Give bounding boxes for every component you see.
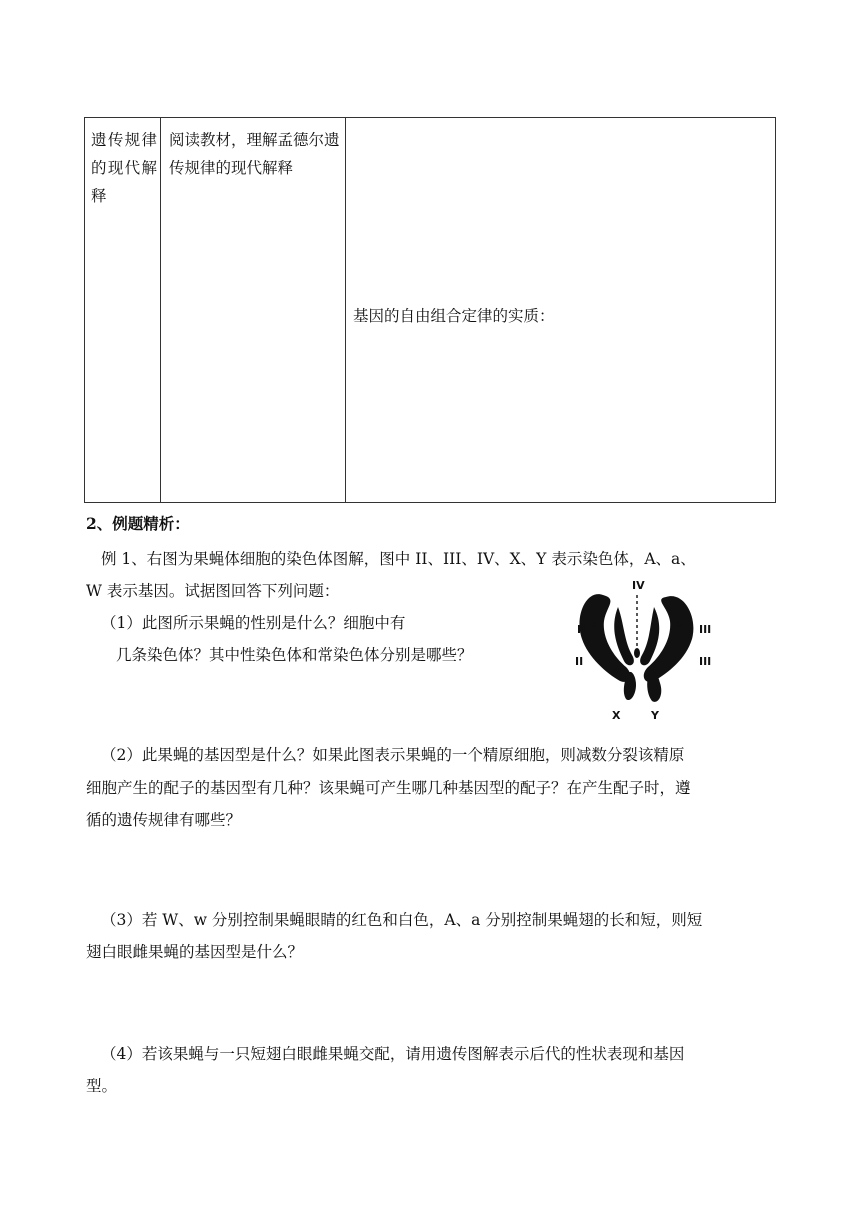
question-3-line1: （3）若 W、w 分别控制果蝇眼睛的红色和白色，A、a 分别控制果蝇翅的长和短，则短 — [101, 911, 703, 929]
chromosome-IV-dot — [634, 648, 640, 658]
section-heading: 2、例题精析： — [86, 514, 190, 533]
question-1-line1: （1）此图所示果蝇的性别是什么？细胞中有 — [101, 614, 406, 632]
figure-label-X: X — [612, 709, 621, 722]
example-intro-line1: 例 1、右图为果蝇体细胞的染色体图解，图中 II、III、IV、X、Y 表示染色体，A、a、 — [101, 550, 696, 568]
question-4-line1: （4）若该果蝇与一只短翅白眼雌果蝇交配，请用遗传图解表示后代的性状表现和基因 — [101, 1045, 685, 1063]
table-answer-cell: 基因的自由组合定律的实质： — [353, 307, 555, 325]
question-4-line2: 型。 — [86, 1077, 118, 1095]
question-3-line2: 翅白眼雌果蝇的基因型是什么？ — [86, 943, 304, 961]
column-divider-1 — [160, 118, 161, 502]
figure-label-II-bottom: II — [575, 655, 584, 668]
chromosome-III-right — [640, 607, 659, 665]
chromosome-III-left — [614, 607, 634, 665]
table-activity-cell: 阅读教材，理解孟德尔遗传规律的现代解释 — [169, 131, 340, 177]
figure-label-A: A — [590, 619, 598, 630]
question-2-line3: 循的遗传规律有哪些？ — [86, 811, 242, 829]
figure-label-III-top: III — [699, 623, 712, 636]
figure-label-W: W — [610, 667, 622, 678]
chromosome-figure — [566, 577, 716, 727]
example-intro-line2: W 表示基因。试据图回答下列问题： — [86, 582, 340, 600]
figure-label-IV: IV — [632, 579, 645, 592]
figure-label-III-bottom: III — [699, 655, 712, 668]
question-1-line2: 几条染色体？其中性染色体和常染色体分别是哪些？ — [116, 646, 473, 664]
figure-label-a: a — [676, 619, 683, 630]
figure-label-II-top: II — [577, 623, 586, 636]
content-table — [84, 117, 776, 503]
question-2-line1: （2）此果蝇的基因型是什么？如果此图表示果蝇的一个精原细胞，则减数分裂该精原 — [101, 746, 685, 764]
table-topic-cell: 遗传规律的现代解释 — [91, 131, 157, 205]
question-2-line2: 细胞产生的配子的基因型有几种？该果蝇可产生哪几种基因型的配子？在产生配子时，遵 — [86, 779, 691, 797]
figure-label-Y: Y — [651, 709, 659, 722]
